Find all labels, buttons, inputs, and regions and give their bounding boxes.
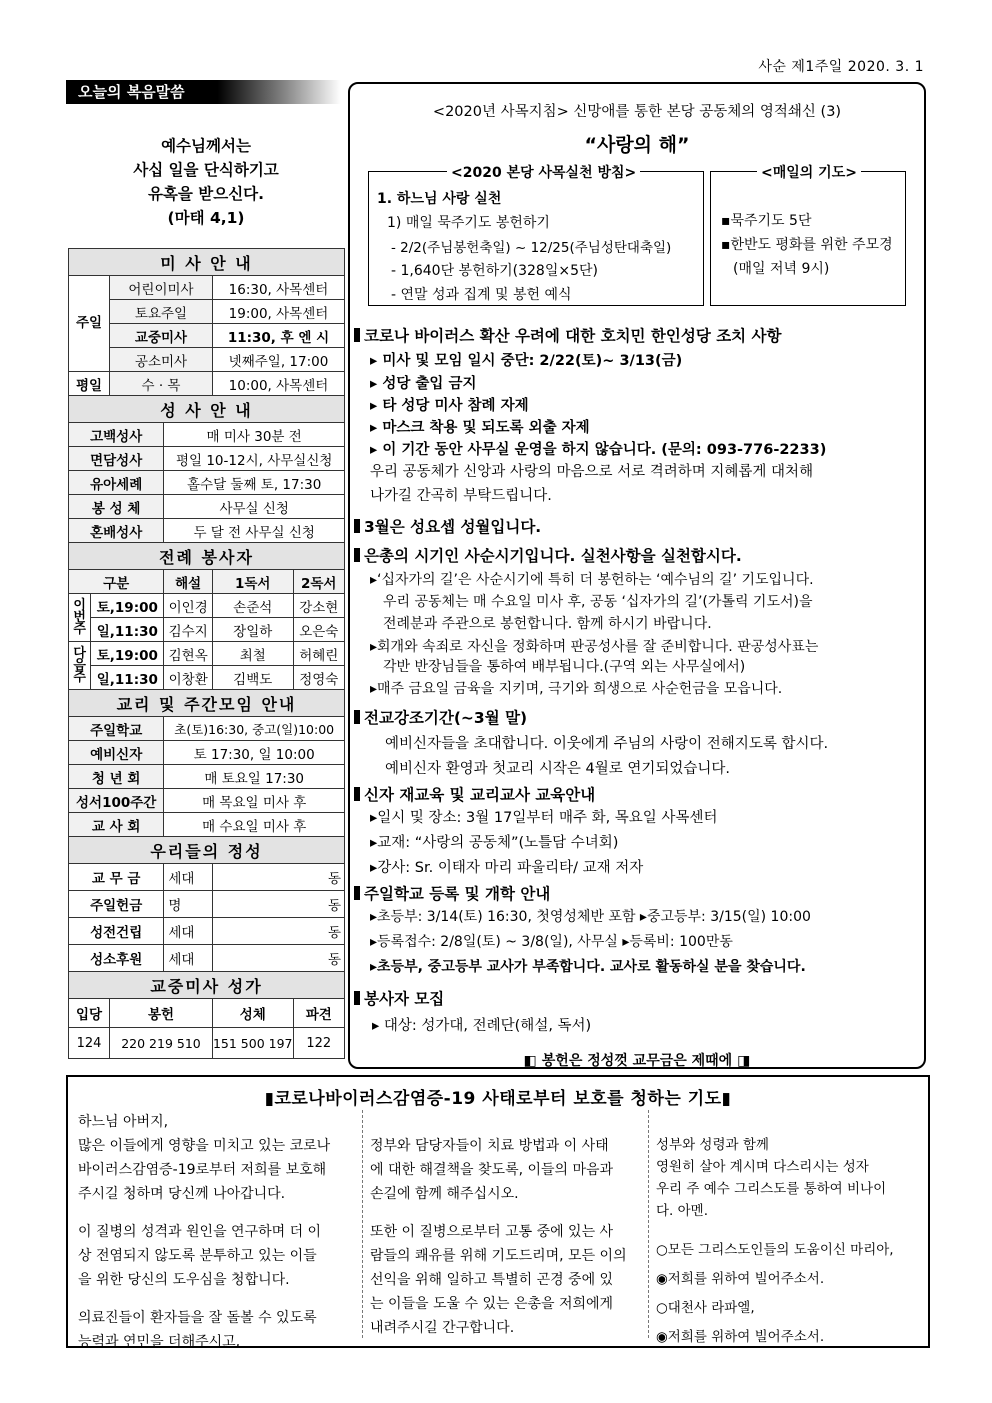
notice-line: ▸ 미사 및 모임 일시 중단: 2/22(토)~ 3/13(금) [370,353,683,369]
policy-line: 1) 매일 묵주기도 봉헌하기 [387,215,550,231]
header-date: 사순 제1주일 2020. 3. 1 [758,59,924,75]
notice-line: 예비신자들을 초대합니다. 이웃에게 주님의 사랑이 전해지도록 합시다. [385,736,829,752]
prayer-line: 는 이들을 도울 수 있는 은총을 저희에게 [370,1296,614,1312]
prayer-line: 상 전염되지 않도록 분투하고 있는 이들 [78,1248,317,1264]
daily-prayer-legend: <매일의 기도> [757,162,861,182]
liturgy-time: 토,19:00 [91,594,164,618]
liturgy-cell: 손준석 [212,594,293,618]
notice-line: ▸일시 및 장소: 3월 17일부터 매주 화, 목요일 사목센터 [370,810,718,826]
year-theme-title: “사랑의 해” [584,134,690,156]
education-name: 교 사 회 [69,813,164,837]
offering-name: 성소후원 [69,945,164,972]
offering-unit: 세대 [164,864,213,891]
liturgy-cell: 김백도 [212,666,293,690]
prayer-line: 손길에 함께 해주십시오. [370,1186,519,1202]
liturgy-cell: 이창환 [164,666,213,690]
liturgy-time: 일,11:30 [91,618,164,642]
education-value: 매 토요일 17:30 [164,765,345,789]
mass-name: 공소미사 [110,348,213,372]
mass-section-title: 미 사 안 내 [69,249,345,276]
daily-prayer-line: (매일 저녁 9시) [733,261,830,277]
notice-line: ▸ 타 성당 미사 참례 자제 [370,398,529,414]
sacrament-name: 봉 성 체 [69,495,164,519]
liturgy-cell: 최철 [212,642,293,666]
education-name: 주일학교 [69,717,164,741]
litany-line: ○모든 그리스도인들의 도움이신 마리아, [656,1242,894,1258]
liturgy-cell: 장일하 [212,618,293,642]
mass-name: 토요주일 [110,300,213,324]
prayer-line: 람들의 쾌유를 위해 기도드리며, 모든 이의 [370,1248,627,1264]
prayer-line: 다. 아멘. [656,1203,708,1219]
offering-unit: 세대 [164,918,213,945]
notice-line: 나가길 간곡히 부탁드립니다. [370,488,552,504]
offering-end: 동 [212,891,344,918]
daily-prayer-line: ▪묵주기도 5단 [721,213,812,229]
prayer-column-2 [370,1134,642,1340]
mass-time: 넷째주일, 17:00 [212,348,344,372]
hymn-value: 220 219 510 [110,1028,213,1059]
notice-heading: 은총의 시기인 사순시기입니다. 실천사항을 실천합시다. [354,544,742,566]
notice-heading: 코로나 바이러스 확산 우려에 대한 호치민 한인성당 조치 사항 [354,324,782,346]
prayer-title: ▮코로나바이러스감염증-19 사태로부터 보호를 청하는 기도▮ [264,1089,732,1109]
offering-end: 동 [212,918,344,945]
notice-line: 우리 공동체는 매 수요일 미사 후, 공동 ‘십자가의 길’(가톨릭 기도서)을 [383,594,813,610]
offering-end: 동 [212,945,344,972]
notice-line: ▸ 마스크 착용 및 되도록 외출 자제 [370,420,590,436]
liturgy-section-title: 전례 봉사자 [69,543,345,570]
sacrament-value: 홀수달 둘째 토, 17:30 [164,471,345,495]
sacrament-value: 두 달 전 사무실 신청 [164,519,345,543]
education-value: 초(토)16:30, 중고(일)10:00 [164,717,345,741]
parish-info-table [68,248,345,1059]
prayer-line: 하느님 아버지, [78,1114,169,1130]
offering-unit: 명 [164,891,213,918]
education-section-title: 교리 및 주간모임 안내 [69,690,345,717]
prayer-line: 의료진들이 환자들을 잘 돌볼 수 있도록 [78,1310,317,1326]
liturgy-cell: 이인경 [164,594,213,618]
notice-line: ▸ 성당 출입 금지 [370,376,477,392]
notice-line: ▸강사: Sr. 이태자 마리 파울리타/ 교재 저자 [370,860,644,876]
offering-unit: 세대 [164,945,213,972]
column-divider [362,1110,363,1338]
next-week-label: 다음주 [69,642,91,690]
daily-prayer-box [710,165,906,306]
hymn-header: 봉헌 [110,999,213,1028]
prayer-line: 에 대한 해결책을 찾도록, 이들의 마음과 [370,1162,614,1178]
prayer-line: 내려주시길 간구합니다. [370,1320,515,1336]
liturgy-cell: 김현옥 [164,642,213,666]
prayer-line: 우리 주 예수 그리스도를 통하여 비나이 [656,1181,887,1197]
notice-heading: 신자 재교육 및 교리교사 교육안내 [354,783,595,805]
gospel-line: 예수님께서는 [161,137,251,155]
sunday-label: 주일 [69,276,110,372]
prayer-line: 많은 이들에게 영향을 미치고 있는 코로나 [78,1138,331,1154]
liturgy-header: 1독서 [212,570,293,594]
prayer-column-1 [78,1110,354,1354]
policy-line: - 1,640단 봉헌하기(328일×5단) [391,263,598,279]
daily-prayer-line: ▪한반도 평화를 위한 주모경 [721,237,893,253]
sacrament-value: 매 미사 30분 전 [164,423,345,447]
gospel-line: 유혹을 받으신다. [147,185,265,203]
prayer-line: 정부와 담당자들이 치료 방법과 이 사태 [370,1138,609,1154]
mass-time: 10:00, 사목센터 [212,372,344,396]
mass-time: 11:30, 후 엔 시 [212,324,344,348]
education-name: 성서100주간 [69,789,164,813]
prayer-line: 능력과 연민을 더해주시고, [78,1334,241,1350]
liturgy-time: 토,19:00 [91,642,164,666]
hymn-header: 입당 [69,999,110,1028]
hymn-header: 파견 [293,999,345,1028]
hymn-value: 122 [293,1028,345,1059]
litany-response: ◉저희를 위하여 빌어주소서. [656,1329,825,1345]
pastoral-policy-box [368,165,704,306]
liturgy-time: 일,11:30 [91,666,164,690]
mass-name: 수 · 목 [110,372,213,396]
prayer-line: 을 위한 당신의 도우심을 청합니다. [78,1272,290,1288]
litany-line: ○대천사 라파엘, [656,1300,755,1316]
policy-line: 1. 하느님 사랑 실천 [377,191,502,207]
notice-line: ▸회개와 속죄로 자신을 정화하며 판공성사를 잘 준비합니다. 판공성사표는 [370,639,819,655]
policy-legend: <2020 본당 사목실천 방침> [447,162,640,182]
notice-line: 전례분과 주관으로 봉헌합니다. 함께 하시기 바랍니다. [383,616,712,632]
prayer-line: 영원히 살아 계시며 다스리시는 성자 [656,1159,869,1175]
notice-line: 각반 반장님들을 통하여 배부됩니다.(구역 외는 사무실에서) [383,659,746,675]
litany-response: ◉저희를 위하여 빌어주소서. [656,1271,825,1287]
education-value: 토 17:30, 일 10:00 [164,741,345,765]
mass-name: 교중미사 [110,324,213,348]
offering-end: 동 [212,864,344,891]
liturgy-header: 구분 [69,570,164,594]
weekday-label: 평일 [69,372,110,396]
mass-time: 16:30, 사목센터 [212,276,344,300]
sacrament-value: 평일 10-12시, 사무실신청 [164,447,345,471]
liturgy-cell: 오은숙 [293,618,345,642]
education-name: 청 년 회 [69,765,164,789]
notice-line: ▸ 대상: 성가대, 전례단(해설, 독서) [372,1018,592,1034]
prayer-line: 성부와 성령과 함께 [656,1137,769,1153]
sacrament-name: 혼배성사 [69,519,164,543]
policy-line: - 2/2(주님봉헌축일) ~ 12/25(주님성탄대축일) [391,240,672,256]
sacrament-name: 고백성사 [69,423,164,447]
liturgy-cell: 정영숙 [293,666,345,690]
notice-line: ▸초등부, 중고등부 교사가 부족합니다. 교사로 활동하실 분을 찾습니다. [370,959,806,975]
liturgy-cell: 허혜린 [293,642,345,666]
prayer-line: 이 질병의 성격과 원인을 연구하며 더 이 [78,1224,322,1240]
liturgy-cell: 강소현 [293,594,345,618]
sacrament-name: 유아세례 [69,471,164,495]
offering-reminder: ◧ 봉헌은 정성껏 교무금은 제때에 ◨ [523,1053,751,1069]
notice-line: ▸매주 금요일 금육을 지키며, 극기와 희생으로 사순헌금을 모읍니다. [370,681,783,697]
education-name: 예비신자 [69,741,164,765]
liturgy-header: 해설 [164,570,213,594]
column-divider [648,1110,649,1338]
hymns-section-title: 교중미사 성가 [69,972,345,999]
notice-heading: 주일학교 등록 및 개학 안내 [354,882,550,904]
offering-name: 주일헌금 [69,891,164,918]
offering-name: 성전건립 [69,918,164,945]
sacrament-value: 사무실 신청 [164,495,345,519]
sacrament-name: 면담성사 [69,447,164,471]
notice-line: ▸‘십자가의 길’은 사순시기에 특히 더 봉헌하는 ‘예수님의 길’ 기도입니다. [370,572,814,588]
liturgy-cell: 김수지 [164,618,213,642]
gospel-line: 사십 일을 단식하기고 [133,161,279,179]
prayer-column-3 [656,1134,926,1352]
prayer-line: 바이러스감염증-19로부터 저희를 보호해 [78,1162,327,1178]
prayer-line: 주시길 청하며 당신께 나아갑니다. [78,1186,286,1202]
gospel-text [66,134,346,230]
sacrament-section-title: 성 사 안 내 [69,396,345,423]
hymn-value: 151 500 197 [212,1028,293,1059]
policy-line: - 연말 성과 집계 및 봉헌 예식 [391,287,572,303]
notice-heading: 3월은 성요셉 성월입니다. [354,515,541,537]
prayer-line: 또한 이 질병으로부터 고통 중에 있는 사 [370,1224,614,1240]
liturgy-header: 2독서 [293,570,345,594]
education-value: 매 목요일 미사 후 [164,789,345,813]
notice-line: ▸ 이 기간 동안 사무실 운영을 하지 않습니다. (문의: 093-776-2233) [370,442,827,458]
prayer-line: 선익을 위해 일하고 특별히 곤경 중에 있 [370,1272,614,1288]
hymn-value: 124 [69,1028,110,1059]
this-week-label: 이번주 [69,594,91,642]
education-value: 매 수요일 미사 후 [164,813,345,837]
notice-line: ▸초등부: 3/14(토) 16:30, 첫영성체반 포함 ▸중고등부: 3/15(일) 10:00 [370,909,811,925]
notice-line: ▸교재: “사랑의 공동체”(노틀담 수녀회) [370,835,619,851]
notice-line: ▸등록접수: 2/8일(토) ~ 3/8(일), 사무실 ▸등록비: 100만동 [370,934,733,950]
offering-section-title: 우리들의 정성 [69,837,345,864]
notice-heading: 전교강조기간(~3월 말) [354,706,527,728]
gospel-banner: 오늘의 복음말씀 [66,80,341,104]
pastoral-directive: <2020년 사목지침> 신망애를 통한 본당 공동체의 영적쇄신 (3) [432,104,842,120]
notice-line: 예비신자 환영과 첫교리 시작은 4월로 연기되었습니다. [385,761,731,777]
hymn-header: 성체 [212,999,293,1028]
notice-heading: 봉사자 모집 [354,987,444,1009]
gospel-reference: (마태 4,1) [167,209,245,227]
mass-time: 19:00, 사목센터 [212,300,344,324]
notice-line: 우리 공동체가 신앙과 사랑의 마음으로 서로 격려하며 지혜롭게 대처해 [370,464,814,480]
offering-name: 교 무 금 [69,864,164,891]
mass-name: 어린이미사 [110,276,213,300]
